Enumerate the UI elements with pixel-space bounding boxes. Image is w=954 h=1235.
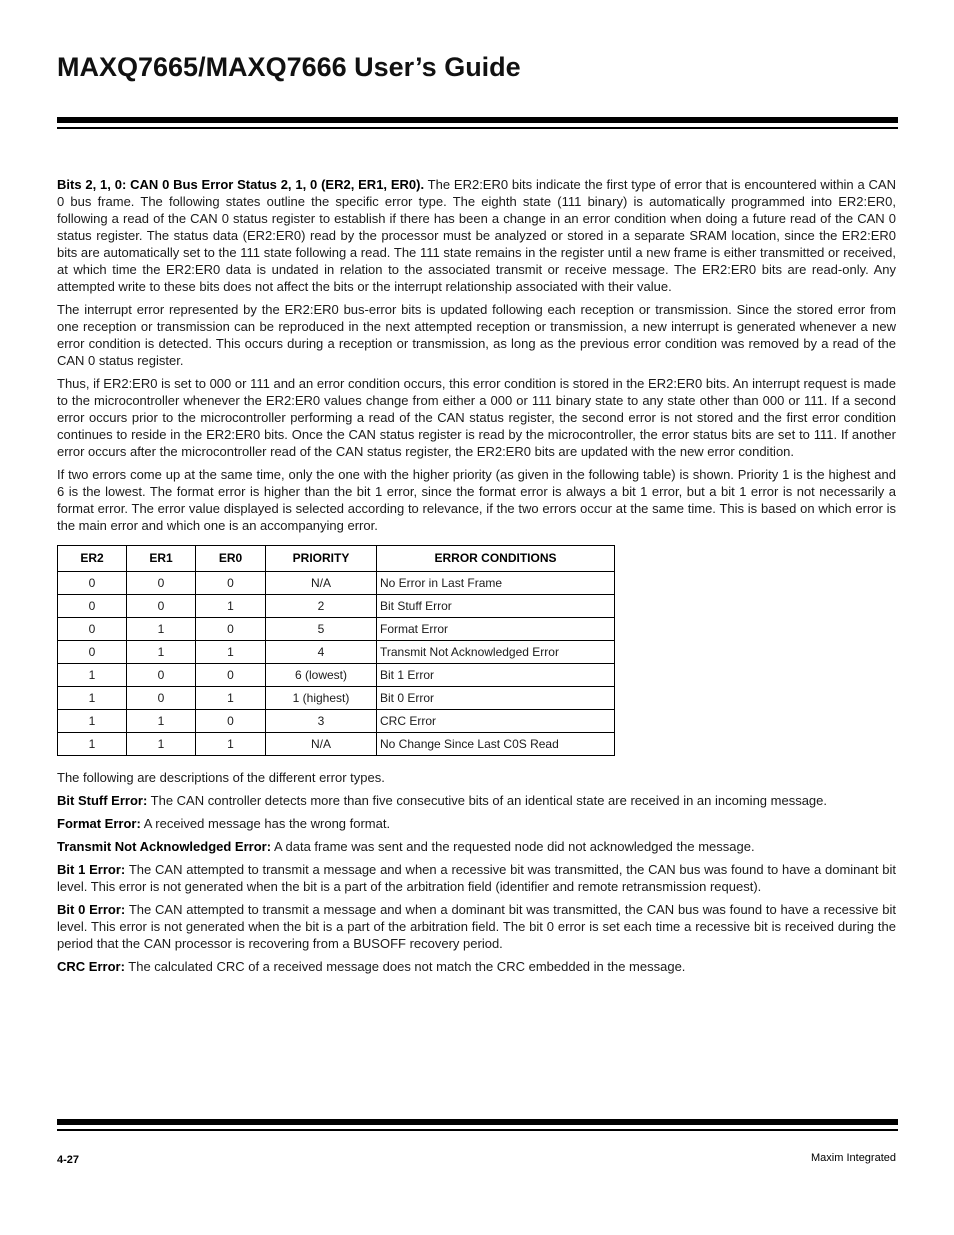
header-rule-thin [57, 127, 898, 129]
page-number: 4-27 [57, 1154, 80, 1166]
table-cell: N/A [266, 733, 377, 756]
paragraph-priority: If two errors come up at the same time, only the one with the higher priority (as given in the following table) is shown. Priority 1 is the highest and 6 is the lowest. The format error is higher than the bit 1 error, since the format error is always a bit 1 error, but a bit 1 error is not necessarily a format error. The error value displayed is selected according to relevance, if the two errors occur at the same time. This is based on which error is the main error and which one is an accompanying error. [57, 467, 896, 533]
table-cell: 1 [196, 595, 266, 618]
table-header-cell: ER2 [58, 546, 127, 572]
table-cell: Bit Stuff Error [377, 595, 615, 618]
description-term: Transmit Not Acknowledged Error: [57, 839, 272, 854]
table-row [58, 733, 615, 756]
paragraph-interrupt-error: The interrupt error represented by the ER2:ER0 bus-error bits is updated following each reception or transmission. Since the stored error from one reception or transmission can be reproduced in the next attempted reception or transmission, a new interrupt is generated whenever a new error condition is detected. This occurs during a reception or transmission, as long as the previous error condition was removed by a read of the CAN 0 status register. [57, 302, 896, 368]
footer-rule-thick [57, 1119, 898, 1125]
table-cell: 2 [266, 595, 377, 618]
table-row [58, 618, 615, 641]
description-bit-0-error [57, 901, 896, 952]
paragraph-body: The ER2:ER0 bits indicate the first type of error that is encountered within a CAN 0 bus frame. The following states outline the specific error type. The eighth state (111 binary) is automatically programmed into ER2:ER0, following a read of the CAN 0 status register to establish if there has been a change in an error condition when doing a future read of the CAN 0 status register. The status data (ER2:ER0) read by the processor must be analyzed or stored in a separate SRAM location, since the ER2:ER0 bits are automatically set to the 111 state following a read. The 111 state remains in the register until a new frame is either transmitted or received, at which time the ER2:ER0 data is undated in relation to the associated transmit or receive message. The ER2:ER0 bits are read-only. Any attempted write to these bits does not affect the bits or the interrupt relationship associated with their value. [57, 177, 896, 294]
table-header-cell: ERROR CONDITIONS [377, 546, 615, 572]
table-cell: 1 [196, 733, 266, 756]
table-cell: 1 (highest) [266, 687, 377, 710]
table-cell: 0 [196, 710, 266, 733]
description-text: A data frame was sent and the requested node did not acknowledged the message. [271, 839, 755, 854]
footer-rule-thin [57, 1129, 898, 1131]
page-title: MAXQ7665/MAXQ7666 User’s Guide [57, 52, 521, 82]
description-term: Bit 1 Error: [57, 862, 126, 877]
table-cell: Format Error [377, 618, 615, 641]
table-cell: 1 [58, 710, 127, 733]
paragraph-lead: Bits 2, 1, 0: CAN 0 Bus Error Status 2, 1, 0 (ER2, ER1, ER0). [57, 177, 425, 192]
error-status-table [57, 545, 615, 756]
table-cell: 0 [127, 572, 196, 595]
table-cell: 1 [127, 710, 196, 733]
table-cell: 1 [127, 618, 196, 641]
description-transmit-not-acknowledged-error [57, 838, 896, 855]
description-text: The calculated CRC of a received message does not match the CRC embedded in the message. [124, 959, 686, 974]
table-row [58, 687, 615, 710]
table-cell: N/A [266, 572, 377, 595]
description-text: The CAN attempted to transmit a message and when a dominant bit was transmitted, the CAN bus was found to have a recessive bit level. This error is not generated when the bit is a part of the arbitration field. The bit 0 error is set each time a recessive bit is received during the period that the CAN processor is recovering from a BUSOFF recovery period. [57, 902, 896, 951]
table-cell: Transmit Not Acknowledged Error [377, 641, 615, 664]
table-cell: 1 [196, 641, 266, 664]
header-rule-thick [57, 117, 898, 123]
page-content [57, 176, 896, 981]
description-bit-stuff-error [57, 792, 896, 809]
table-cell: 1 [58, 733, 127, 756]
table-cell: 6 (lowest) [266, 664, 377, 687]
table-cell: 0 [127, 664, 196, 687]
table-cell: 0 [196, 572, 266, 595]
table-cell: 0 [127, 595, 196, 618]
table-cell: 3 [266, 710, 377, 733]
table-cell: 0 [58, 595, 127, 618]
table-cell: Bit 0 Error [377, 687, 615, 710]
description-bit-1-error [57, 861, 896, 895]
description-term: CRC Error: [57, 959, 125, 974]
description-text: The CAN attempted to transmit a message and when a recessive bit was transmitted, the CAN bus was found to have a dominant bit level. This error is not generated when the bit is a part of the arbitration field (identifier and remote retransmission request). [57, 862, 896, 894]
table-cell: 0 [196, 618, 266, 641]
table-header-cell: PRIORITY [266, 546, 377, 572]
table-cell: CRC Error [377, 710, 615, 733]
table-cell: 0 [58, 641, 127, 664]
table-cell: No Error in Last Frame [377, 572, 615, 595]
table-cell: No Change Since Last C0S Read [377, 733, 615, 756]
table-row [58, 595, 615, 618]
table-header-cell: ER1 [127, 546, 196, 572]
table-row [58, 664, 615, 687]
table-cell: 1 [196, 687, 266, 710]
table-cell: Bit 1 Error [377, 664, 615, 687]
description-term: Format Error: [57, 816, 141, 831]
paragraph-error-storage: Thus, if ER2:ER0 is set to 000 or 111 and an error condition occurs, this error condition is stored in the ER2:ER0 bits. An interrupt request is made to the microcontroller whenever the ER2:ER0 values change from either a 000 or 111 binary state to any state other than 000 or 111. If a second error occurs prior to the microcontroller performing a read of the CAN status register, the second error is not stored and the first error condition continues to reside in the ER2:ER0 bits. Once the CAN status register is read by the microcontroller, the error status bits are set to 111. If another error occurs after the microcontroller read of the CAN status register, the ER2:ER0 bits are updated with the new error condition. [57, 376, 896, 459]
table-row [58, 710, 615, 733]
table-cell: 0 [127, 687, 196, 710]
table-header-cell: ER0 [196, 546, 266, 572]
description-format-error [57, 815, 896, 832]
table-header-row [58, 546, 615, 572]
description-term: Bit 0 Error: [57, 902, 126, 917]
table-row [58, 572, 615, 595]
company-name: Maxim Integrated [811, 1152, 896, 1164]
description-text: The CAN controller detects more than five consecutive bits of an identical state are received in an incoming message. [147, 793, 828, 808]
table-row [58, 641, 615, 664]
table-cell: 1 [58, 664, 127, 687]
table-cell: 1 [58, 687, 127, 710]
table-cell: 0 [58, 618, 127, 641]
table-cell: 1 [127, 641, 196, 664]
table-cell: 0 [58, 572, 127, 595]
table-cell: 1 [127, 733, 196, 756]
description-term: Bit Stuff Error: [57, 793, 148, 808]
table-cell: 4 [266, 641, 377, 664]
table-cell: 5 [266, 618, 377, 641]
paragraph-er-bits [57, 176, 896, 295]
descriptions-intro: The following are descriptions of the different error types. [57, 770, 385, 785]
description-text: A received message has the wrong format. [140, 816, 391, 831]
table-cell: 0 [196, 664, 266, 687]
description-crc-error [57, 958, 896, 975]
